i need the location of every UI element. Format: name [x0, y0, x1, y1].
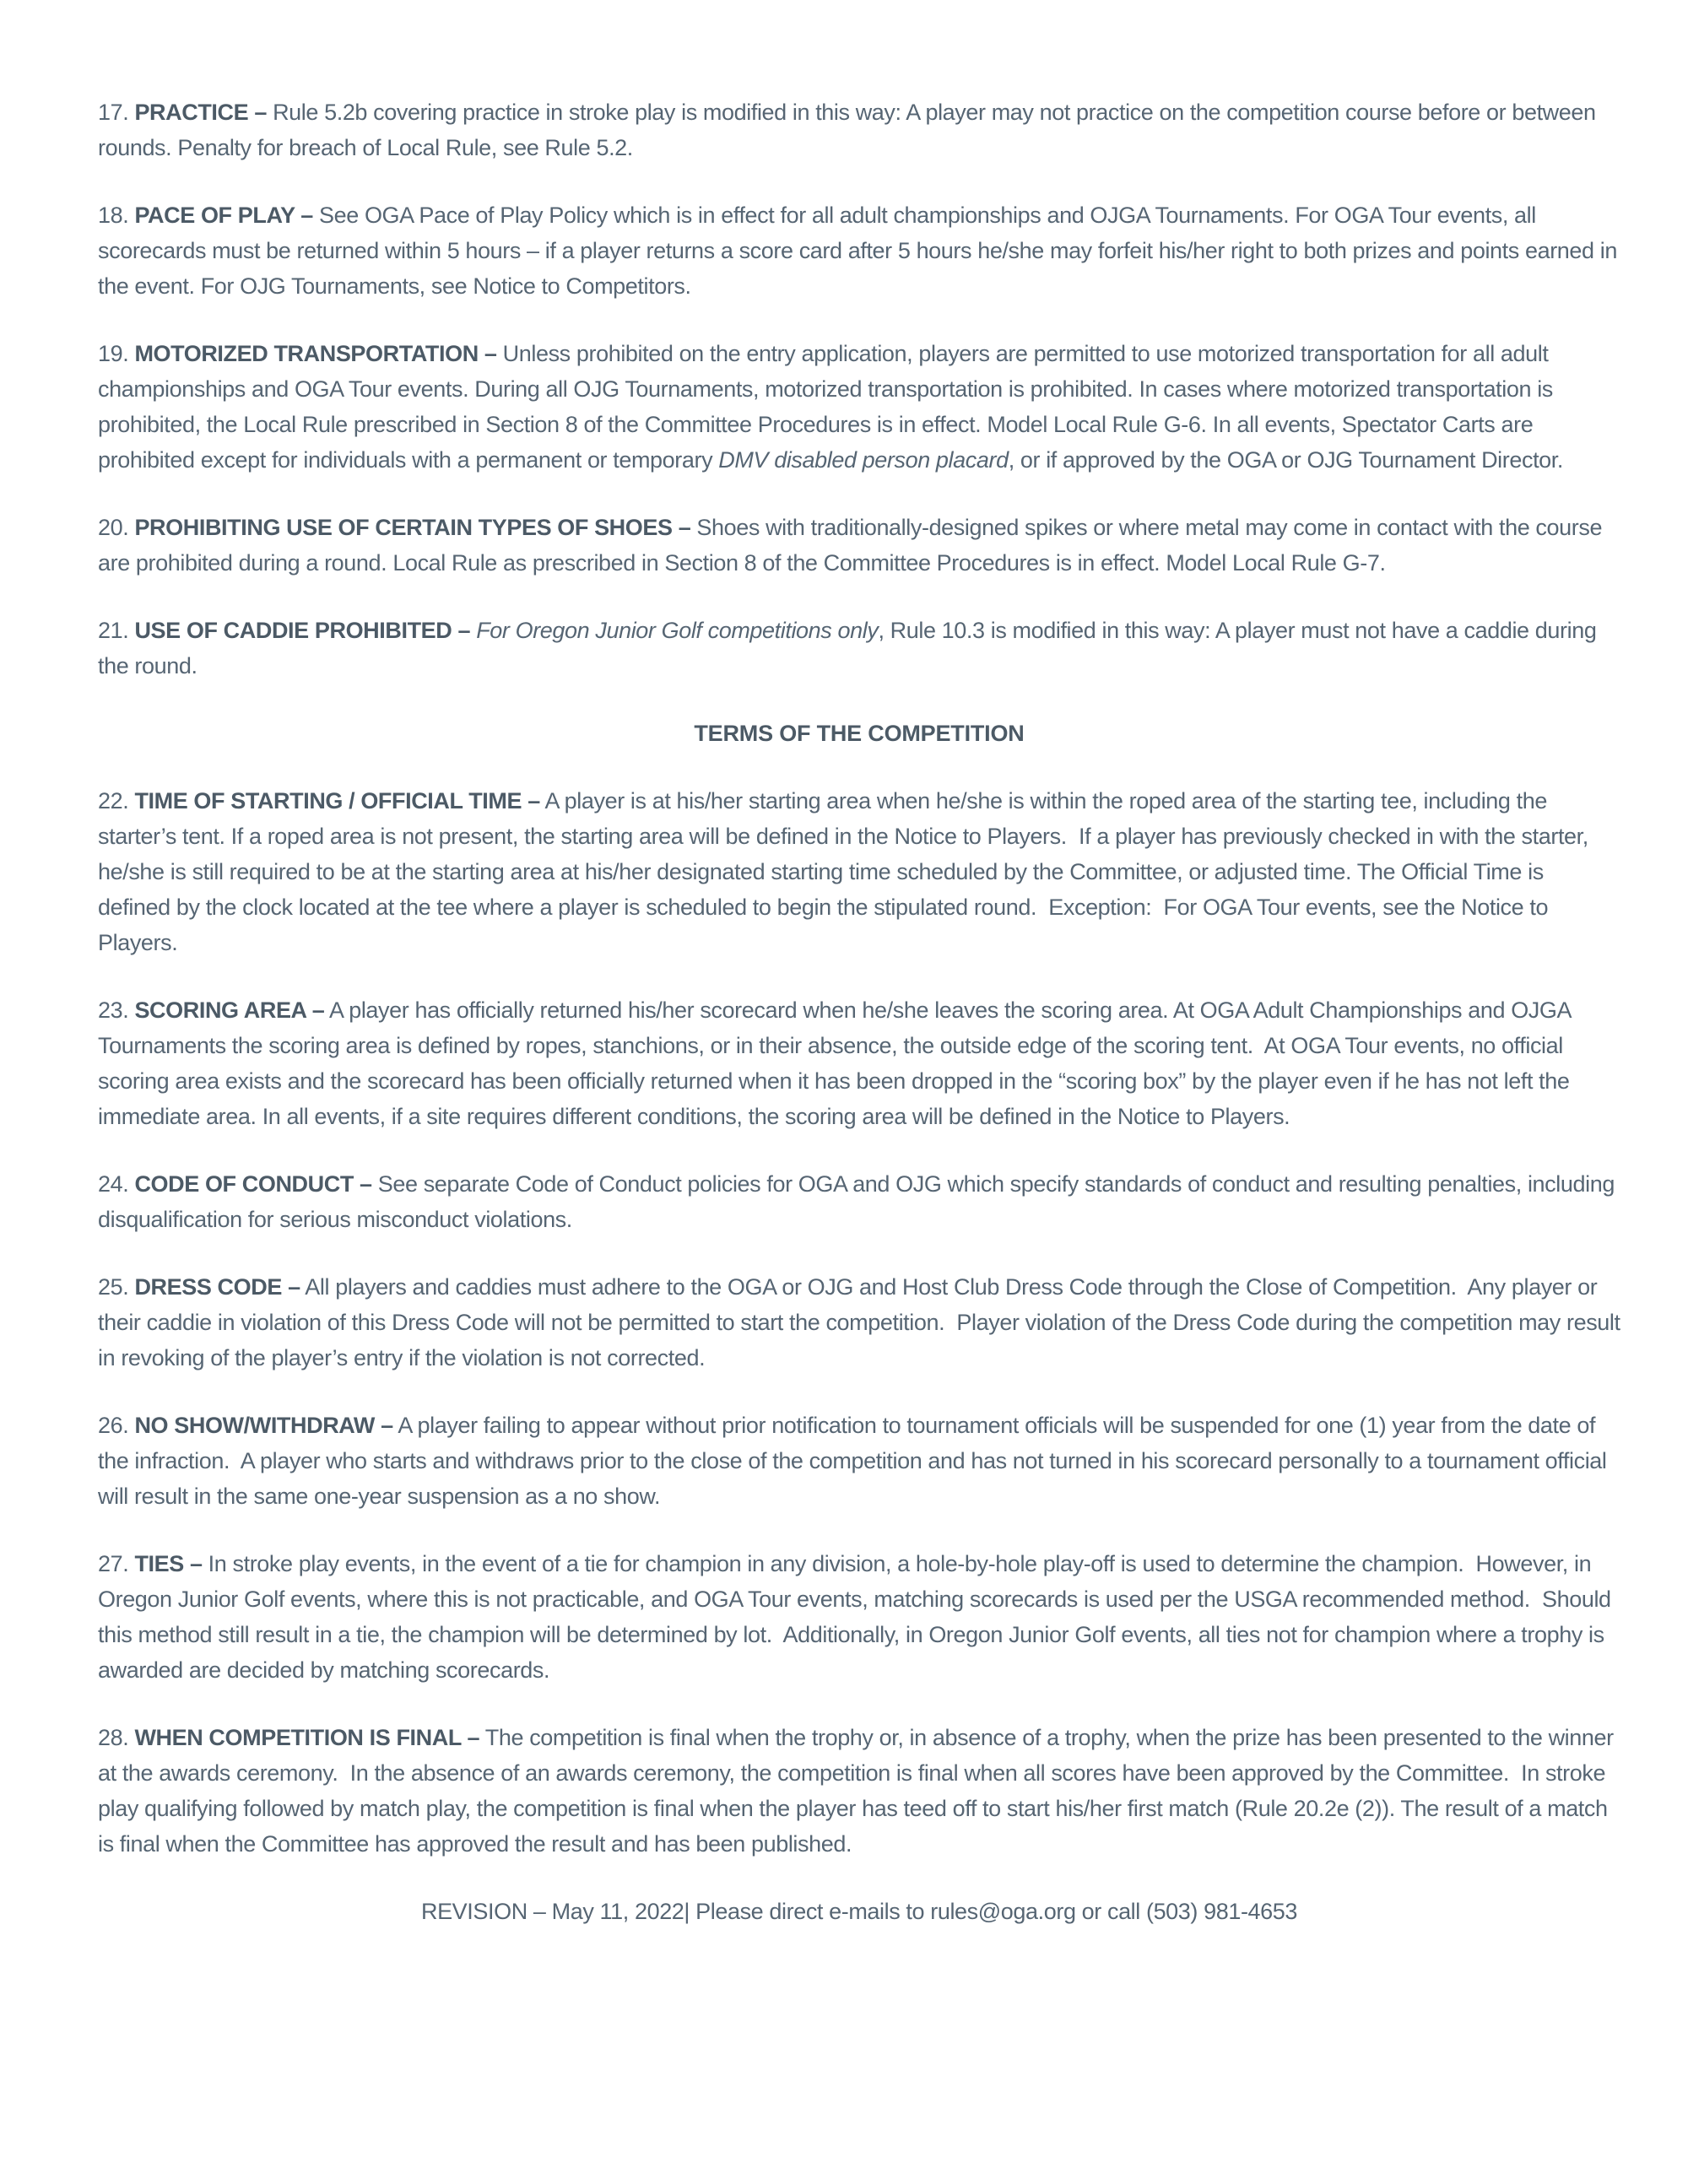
document-body: [98, 95, 1626, 1862]
text-run: See separate Code of Conduct policies for OGA and OJG which specify standards of conduct and resulting penalties, including disqualification for serious misconduct violations.: [98, 1171, 1621, 1232]
rule-27: [98, 1546, 1620, 1688]
rule-22: [98, 783, 1620, 960]
text-run: DMV disabled person placard: [718, 447, 1009, 473]
text-run: TIME OF STARTING / OFFICIAL TIME –: [134, 788, 540, 814]
text-run: For Oregon Junior Golf competitions only: [476, 618, 879, 643]
text-run: DRESS CODE –: [134, 1274, 300, 1300]
text-run: 20.: [98, 515, 135, 540]
text-run: , or if approved by the OGA or OJG Tournament Director.: [1008, 447, 1563, 473]
text-run: 25.: [98, 1274, 135, 1300]
terms-heading: [98, 716, 1620, 751]
text-run: All players and caddies must adhere to the OGA or OJG and Host Club Dress Code through the Close of Competition. Any player or their caddie in violation of this Dress Code will not be permitted to start the competition. Player violation of the Dress Code during the competition may result in revoking of the player’s entry if the violation is not corrected.: [98, 1274, 1626, 1370]
rule-23: [98, 992, 1620, 1134]
text-run: NO SHOW/WITHDRAW –: [134, 1413, 393, 1438]
text-run: 23.: [98, 997, 135, 1023]
text-run: PACE OF PLAY –: [134, 203, 313, 228]
text-run: 27.: [98, 1551, 135, 1576]
text-run: 22.: [98, 788, 135, 814]
text-run: In stroke play events, in the event of a tie for champion in any division, a hole-by-hole play-off is used to determine the champion. However, in Oregon Junior Golf events, where this is not practicable, and OGA Tour events, matching scorecards is used per the USGA recommended method. Should this method still result in a tie, the champion will be determined by lot. Additionally, in Oregon Junior Golf events, all ties not for champion where a trophy is awarded are decided by matching scorecards.: [98, 1551, 1617, 1683]
rule-19: [98, 336, 1620, 478]
text-run: 19.: [98, 341, 135, 366]
text-run: The competition is final when the trophy or, in absence of a trophy, when the prize has been presented to the winner at the awards ceremony. In the absence of an awards ceremony, the competition is final when all scores have been approved by the Committee. In stroke play qualifying followed by match play, the competition is final when the player has teed off to start his/her first match (Rule 20.2e (2)). The result of a match is final when the Committee has approved the result and has been published.: [98, 1725, 1620, 1857]
text-run: , Rule 10.3 is modified in this way: A player must not have a caddie during the round.: [98, 618, 1603, 678]
text-run: WHEN COMPETITION IS FINAL –: [134, 1725, 480, 1750]
rule-20: [98, 510, 1620, 581]
revision-footer: REVISION – May 11, 2022| Please direct e-mails to rules@oga.org or call (503) 981-4653: [420, 1899, 1298, 1924]
rule-25: [98, 1269, 1626, 1376]
text-run: 21.: [98, 618, 135, 643]
text-run: A player failing to appear without prior notification to tournament officials will be suspended for one (1) year from the date of the infraction. A player who starts and withdraws prior to the close of the competition and has not turned in his scorecard personally to a tournament official will result in the same one-year suspension as a no show.: [98, 1413, 1613, 1509]
text-run: MOTORIZED TRANSPORTATION –: [134, 341, 497, 366]
text-run: SCORING AREA –: [134, 997, 325, 1023]
text-run: Rule 5.2b covering practice in stroke play is modified in this way: A player may not practice on the competition course before or between rounds. Penalty for breach of Local Rule, see Rule 5.2.: [98, 100, 1602, 160]
text-run: A player has officially returned his/her scorecard when he/she leaves the scoring area. At OGA Adult Championships and OJGA Tournaments the scoring area is defined by ropes, stanchions, or in their absence, the outside edge of the scoring tent. At OGA Tour events, no official scoring area exists and the scorecard has been officially returned when it has been dropped in the “scoring box” by the player even if he has not left the immediate area. In all events, if a site requires different conditions, the scoring area will be defined in the Notice to Players.: [98, 997, 1577, 1129]
text-run: Unless prohibited on the entry application, players are permitted to use motorized transportation for all adult championships and OGA Tour events. During all OJG Tournaments, motorized transportation is prohibited. In cases where motorized transportation is prohibited, the Local Rule prescribed in Section 8 of the Committee Procedures is in effect. Model Local Rule G-6. In all events, Spectator Carts are prohibited except for individuals with a permanent or temporary: [98, 341, 1560, 473]
text-run: 17.: [98, 100, 135, 125]
text-run: 26.: [98, 1413, 135, 1438]
text-run: 28.: [98, 1725, 135, 1750]
text-run: CODE OF CONDUCT –: [134, 1171, 372, 1197]
text-run: 18.: [98, 203, 135, 228]
text-run: PRACTICE –: [134, 100, 267, 125]
rule-28: [98, 1720, 1620, 1862]
rule-18: [98, 197, 1624, 304]
rule-26: [98, 1408, 1620, 1514]
rule-17: [98, 95, 1620, 165]
text-run: USE OF CADDIE PROHIBITED –: [134, 618, 471, 643]
text-run: PROHIBITING USE OF CERTAIN TYPES OF SHOES –: [134, 515, 691, 540]
text-run: Shoes with traditionally-designed spikes or where metal may come in contact with the course are prohibited during a round. Local Rule as prescribed in Section 8 of the Committee Procedures is in effect. Model Local Rule G-7.: [98, 515, 1609, 576]
text-run: 24.: [98, 1171, 135, 1197]
text-run: A player is at his/her starting area when he/she is within the roped area of the starting tee, including the starter’s tent. If a roped area is not present, the starting area will be defined in the Notice to Players. If a player has previously checked in with the starter, he/she is still required to be at the starting area at his/her designated starting time scheduled by the Committee, or adjusted time. The Official Time is defined by the clock located at the tee where a player is scheduled to begin the stipulated round. Exception: For OGA Tour events, see the Notice to Players.: [98, 788, 1594, 955]
rule-24: [98, 1166, 1620, 1237]
text-run: TIES –: [134, 1551, 203, 1576]
text-run: TERMS OF THE COMPETITION: [694, 721, 1025, 746]
rule-21: [98, 613, 1620, 684]
text-run: See OGA Pace of Play Policy which is in effect for all adult championships and OJGA Tournaments. For OGA Tour events, all scorecards must be returned within 5 hours – if a player returns a score card after 5 hours he/she may forfeit his/her right to both prizes and points earned in the event. For OJG Tournaments, see Notice to Competitors.: [98, 203, 1624, 299]
